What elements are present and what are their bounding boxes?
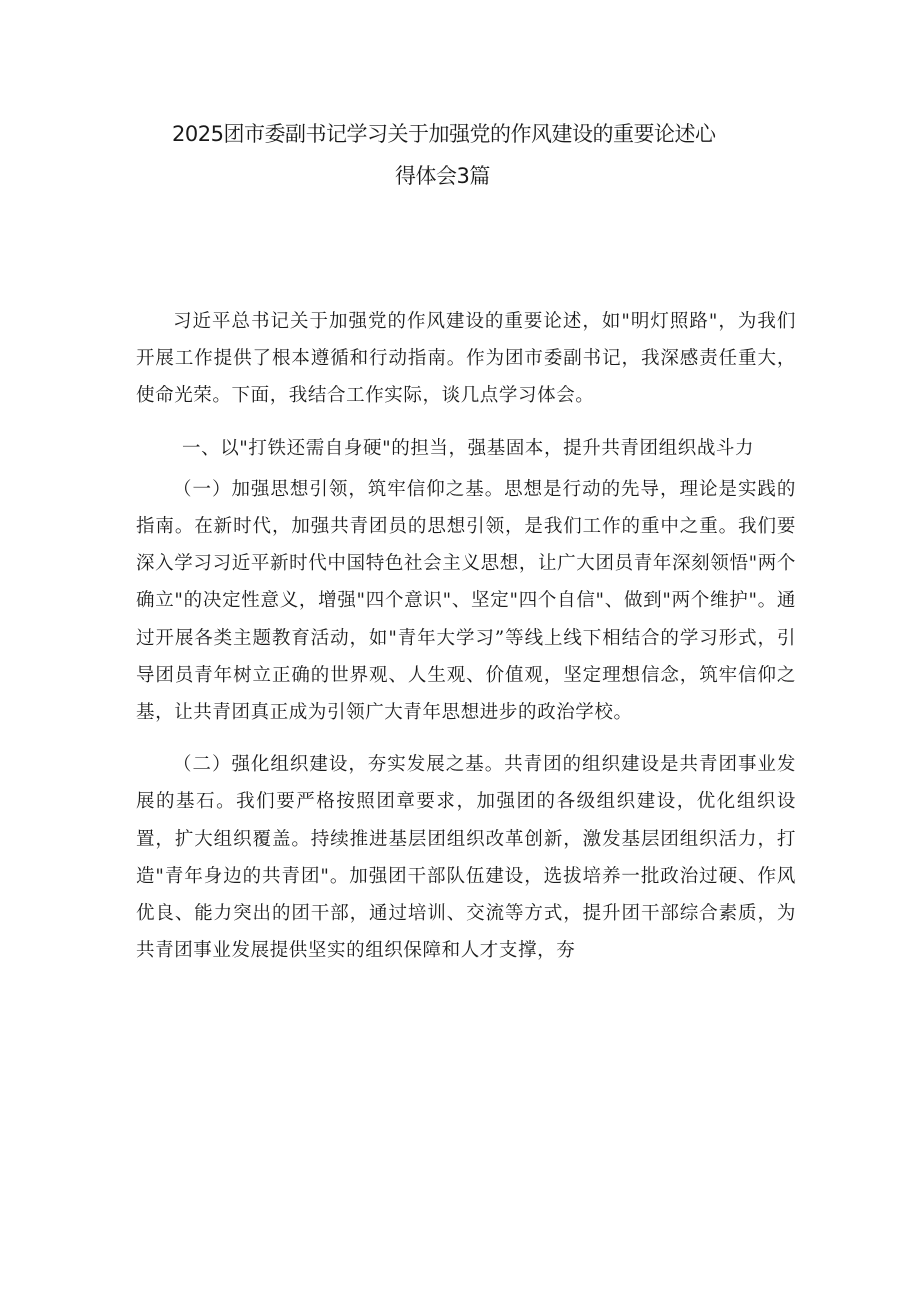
subsection-paragraph-2: （二）强化组织建设，夯实发展之基。共青团的组织建设是共青团事业发展的基石。我们要严格按照团章要求，加强团的各级组织建设，优化组织设置，扩大组织覆盖。持续推进基层团组织改革创新，激发基层团组织活力，打造"青年身边的共青团"。加强团干部队伍建设，选拔培养一批政治过硬、作风优良、能力突出的团干部，通过培训、交流等方式，提升团干部综合素质，为共青团事业发展提供坚实的组织保障和人才支撑，夯 — [136, 754, 796, 962]
section-heading-1: 一、以"打铁还需自身硬"的担当，强基固本，提升共青团组织战斗力 — [182, 437, 755, 459]
title-line-1: 2025团市委副书记学习关于加强党的作风建设的重要论述心 — [172, 122, 716, 146]
document-body — [136, 303, 796, 969]
title-line-2: 得体会3篇 — [395, 164, 490, 188]
subsection-paragraph-1: （一）加强思想引领，筑牢信仰之基。思想是行动的先导，理论是实践的指南。在新时代，加强共青团员的思想引领，是我们工作的重中之重。我们要深入学习习近平新时代中国特色社会主义思想，让广大团员青年深刻领悟"两个确立"的决定性意义，增强"四个意识"、坚定"四个自信"、做到"两个维护"。通过开展各类主题教育活动，如"青年大学习”等线上线下相结合的学习形式，引导团员青年树立正确的世界观、人生观、价值观，坚定理想信念，筑牢信仰之基，让共青团真正成为引领广大青年思想进步的政治学校。 — [136, 478, 796, 724]
intro-paragraph: 习近平总书记关于加强党的作风建设的重要论述，如"明灯照路"，为我们开展工作提供了根本遵循和行动指南。作为团市委副书记，我深感责任重大，使命光荣。下面，我结合工作实际，谈几点学习体会。 — [136, 311, 796, 407]
